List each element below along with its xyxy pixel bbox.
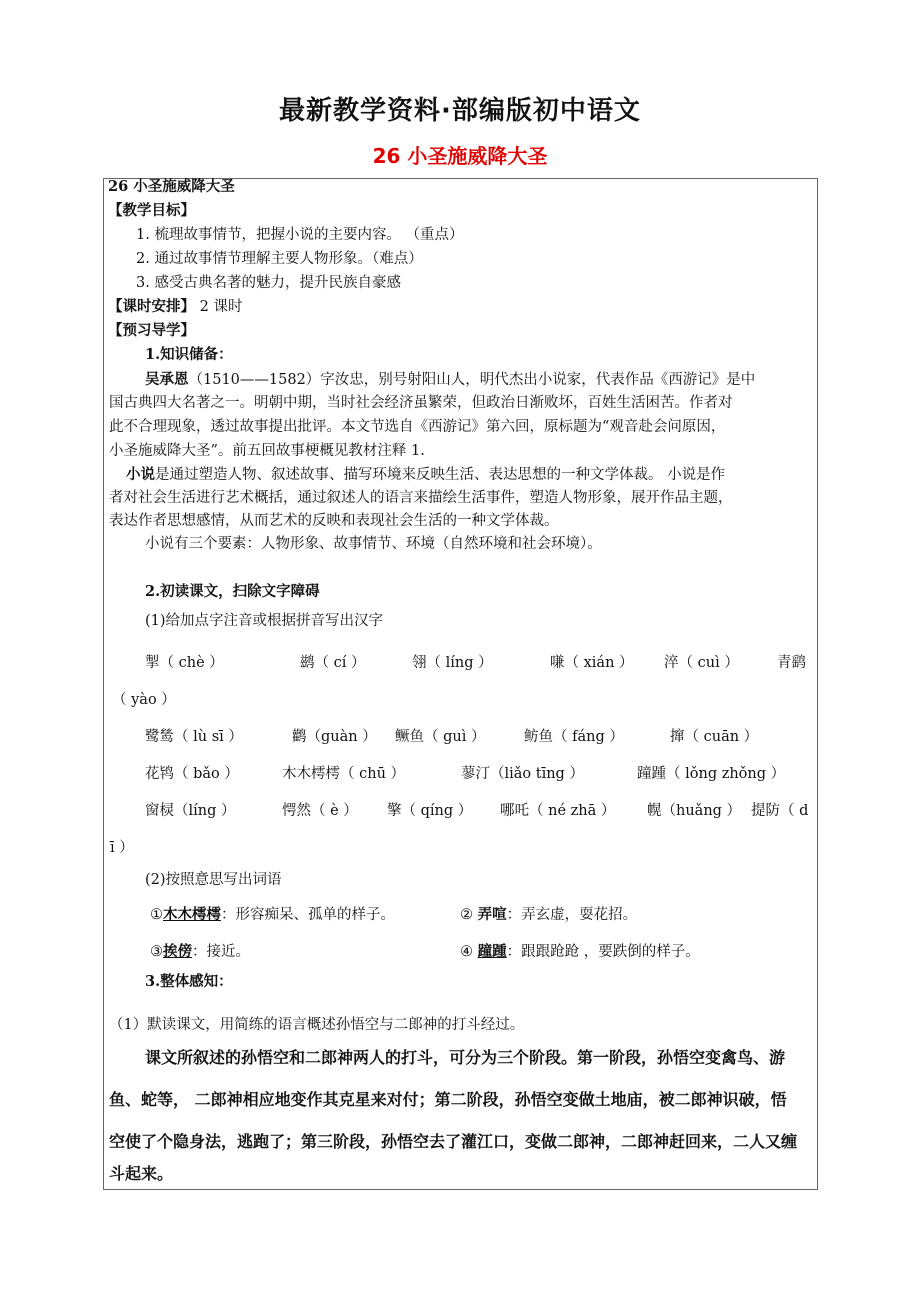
author-line: 小圣施威降大圣”。前五回故事梗概见教材注释 1.: [109, 443, 425, 459]
answer-line: 空使了个隐身法，逃跑了；第三阶段，孙悟空去了灌江口，变做二郎神，二郎神赶回来，二人又缠: [109, 1132, 798, 1151]
answer-line: 鱼、蛇等， 二郎神相应地变作其克星来对付；第二阶段，孙悟空变做土地庙，被二郎神识破，悟: [109, 1090, 787, 1109]
question-2-2: (2)按照意思写出词语: [145, 872, 282, 888]
pinyin-item: 鲂鱼（ fáng ）: [524, 729, 624, 745]
pinyin-item: 蓼汀（liǎo tīng ）: [461, 766, 584, 782]
novel-term: 小说: [126, 466, 155, 483]
objectives-label: 【教学目标】: [108, 202, 195, 219]
pinyin-item: 淬（ cuì ）: [664, 655, 739, 671]
author-line: 此不合理现象，透过故事提出批评。本文节选自《西游记》第六回，原标题为“观音赴会问原因，: [109, 419, 726, 435]
section-1-title: 1.知识储备：: [145, 346, 233, 363]
pinyin-item: 鳜鱼（ guì ）: [395, 729, 486, 745]
pinyin-item: 青鹞: [777, 655, 806, 671]
pinyin-item: 鹚（ cí ）: [300, 655, 366, 671]
word-term: 挨傍: [163, 943, 192, 960]
author-line: 国古典四大名著之一。明朝中期，当时社会经济虽繁荣，但政治日渐败坏，百姓生活困苦。作者对: [109, 395, 733, 411]
answer-line: 课文所叙述的孙悟空和二郎神两人的打斗，可分为三个阶段。第一阶段，孙悟空变禽鸟、游: [145, 1048, 786, 1067]
pinyin-item: 擎（ qíng ）: [387, 803, 473, 819]
pinyin-item: 木木樗樗（ chū ）: [282, 766, 406, 782]
word-number: ③: [150, 944, 163, 960]
word-definition: ：弄玄虚，耍花招。: [506, 907, 638, 923]
pinyin-item: （ yào ）: [112, 692, 176, 708]
answer-line: 斗起来。: [109, 1164, 174, 1183]
word-term: 弄喧: [477, 906, 507, 923]
pinyin-item: 蹱踵（ lǒng zhǒng ）: [637, 766, 786, 782]
pinyin-item: 撺（ cuān ）: [670, 729, 759, 745]
novel-line: 表达作者思想感情，从而艺术的反映和表现社会生活的一种文学体裁。: [109, 513, 559, 529]
schedule-label: 【课时安排】: [108, 298, 195, 315]
objective-2: 2. 通过故事情节理解主要人物形象。（难点）: [136, 251, 423, 267]
pinyin-item: 鹳（guàn ）: [292, 729, 377, 745]
pinyin-item: 窗棂（líng ）: [145, 803, 236, 819]
question-2-1: (1)给加点字注音或根据拼音写出汉字: [145, 613, 384, 629]
pinyin-item: 花鸨（ bǎo ）: [145, 766, 239, 782]
page-title: 最新教学资料·部编版初中语文: [279, 96, 641, 126]
lesson-title: 26 小圣施威降大圣: [372, 144, 548, 168]
pinyin-item: 愕然（ è ）: [282, 803, 358, 819]
question-3-1: （1）默读课文，用简练的语言概述孙悟空与二郎神的打斗经过。: [109, 1017, 525, 1033]
novel-line: 是通过塑造人物、叙述故事、描写环境来反映生活、表达思想的一种文学体裁。 小说是作: [155, 467, 726, 483]
pinyin-item: 提防（ d: [751, 803, 809, 819]
word-number: ①: [150, 907, 163, 923]
pinyin-item: 翎（ líng ）: [412, 655, 493, 671]
pinyin-item: ī ）: [110, 840, 134, 856]
pinyin-item: 嗛（ xián ）: [550, 655, 634, 671]
schedule-value: 2 课时: [199, 299, 243, 315]
word-number: ②: [460, 907, 473, 923]
pinyin-item: 鹭鸶（ lù sī ）: [145, 729, 243, 745]
author-line: （1510——1582）字汝忠，别号射阳山人，明代杰出小说家，代表作品《西游记》是中: [188, 372, 756, 388]
word-number: ④: [460, 944, 473, 960]
pinyin-item: 哪吒（ né zhā ）: [500, 803, 616, 819]
objective-3: 3. 感受古典名著的魅力，提升民族自豪感: [136, 275, 401, 291]
word-term: 蹱踵: [477, 943, 507, 960]
pinyin-item: 掣（ chè ）: [145, 655, 224, 671]
word-definition: ：跟跟跄跄 ，要跌倒的样子。: [506, 944, 700, 960]
preview-label: 【预习导学】: [108, 322, 195, 339]
author-name: 吴承恩: [145, 371, 189, 388]
lesson-table: [103, 178, 818, 1190]
word-term: 木木樗樗: [163, 906, 221, 923]
novel-elements: 小说有三个要素：人物形象、故事情节、环境（自然环境和社会环境）。: [145, 536, 602, 552]
section-2-title: 2.初读课文，扫除文字障碍: [145, 583, 320, 600]
pinyin-item: 幌（huǎng ）: [647, 803, 742, 819]
objective-1: 1. 梳理故事情节，把握小说的主要内容。 （重点）: [136, 227, 464, 243]
section-3-title: 3.整体感知：: [145, 973, 233, 990]
heading: 26 小圣施威降大圣: [108, 178, 235, 195]
word-definition: ：形容痴呆、孤单的样子。: [221, 907, 395, 923]
word-definition: ：接近。: [192, 944, 250, 960]
novel-line: 者对社会生活进行艺术概括，通过叙述人的语言来描绘生活事件，塑造人物形象，展开作品主题，: [109, 490, 733, 506]
